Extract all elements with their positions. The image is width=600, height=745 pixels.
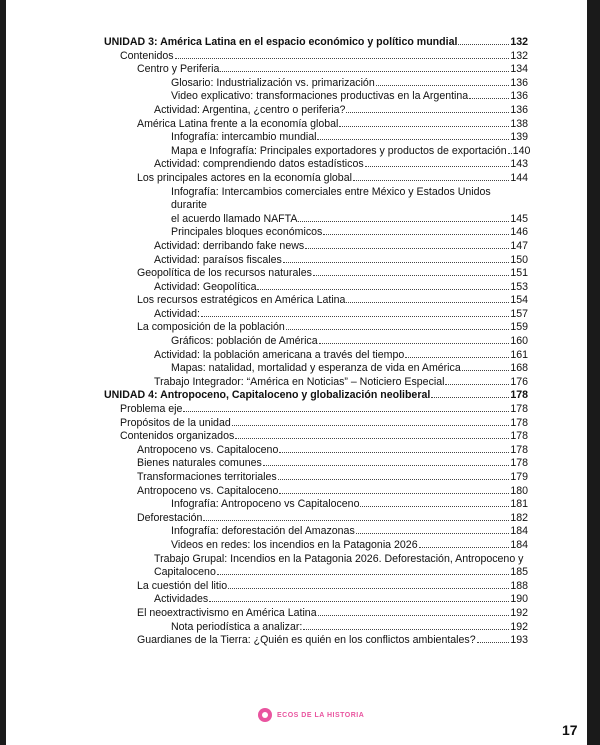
toc-entry-title: La cuestión del litio (137, 579, 228, 592)
toc-page-number: 139 (510, 131, 528, 144)
toc-entry-title: Centro y Periferia (137, 63, 220, 76)
toc-page-number: 181 (510, 498, 528, 511)
dot-leader (235, 438, 509, 439)
toc-page-number: 154 (510, 294, 528, 307)
toc-entry-title: Videos en redes: los incendios en la Patagonia 2026 (171, 538, 418, 551)
toc-page-number: 136 (510, 90, 528, 103)
toc-entry (104, 240, 528, 254)
toc-entry (104, 158, 528, 172)
dot-leader (203, 520, 509, 521)
page-number: 17 (562, 722, 578, 738)
toc-entry (104, 144, 531, 159)
toc-entry (104, 349, 528, 363)
dot-leader (319, 343, 510, 344)
dot-leader (317, 139, 509, 140)
toc-entry-title: Bienes naturales comunes (137, 457, 262, 470)
toc-page-number: 178 (510, 430, 528, 443)
toc-entry-title: Glosario: Industrialización vs. primarización (171, 76, 375, 89)
toc-page-number: 157 (510, 307, 528, 320)
toc-page-number: 134 (510, 63, 528, 76)
toc-entry (104, 131, 528, 145)
toc-entry (104, 362, 528, 376)
toc-entry (104, 90, 528, 104)
toc-entry-title: Actividad: Geopolítica (154, 280, 257, 293)
toc-page-number: 153 (510, 280, 528, 293)
toc-entry (104, 308, 528, 322)
toc-entry-title: Actividad: derribando fake news (154, 239, 305, 252)
toc-entry-title: Actividad: paraísos fiscales (154, 253, 282, 266)
dot-leader (462, 370, 510, 371)
toc-entry-title: Contenidos (120, 49, 174, 62)
toc-entry (104, 376, 528, 390)
toc-page-number: 143 (510, 158, 528, 171)
dot-leader (303, 629, 509, 630)
toc-page-number: 188 (510, 579, 528, 592)
dot-leader (469, 98, 509, 99)
toc-entry (104, 226, 528, 240)
dot-leader (376, 85, 510, 86)
dot-leader (339, 126, 509, 127)
toc-entry (104, 321, 528, 335)
toc-page-number: 178 (510, 403, 528, 416)
toc-entry (104, 281, 528, 295)
toc-entry-title: Actividades (154, 593, 209, 606)
toc-entry (104, 498, 528, 512)
toc-entry (104, 172, 528, 186)
dot-leader (183, 411, 509, 412)
toc-page-number: 184 (510, 525, 528, 538)
dot-leader (232, 425, 510, 426)
toc-entry-title: Nota periodística a analizar: (171, 620, 303, 633)
toc-entry-title: Deforestación (137, 511, 203, 524)
toc-page-number: 176 (510, 375, 528, 388)
logo-circle-icon (258, 708, 272, 722)
toc-entry (104, 267, 528, 281)
toc-entry (104, 471, 528, 485)
toc-page-number: 168 (510, 362, 528, 375)
dot-leader (318, 615, 510, 616)
toc-page-number: 178 (510, 416, 528, 429)
toc-entry-title: Problema eje (120, 403, 183, 416)
logo-text: ECOS DE LA HISTORIA (277, 711, 365, 719)
toc-entry-title-continued: Capitaloceno (154, 566, 216, 579)
toc-page-number: 138 (510, 117, 528, 130)
table-of-contents (104, 36, 531, 648)
toc-entry (104, 118, 528, 132)
toc-entry (104, 254, 528, 268)
toc-entry-title: Infografía: intercambio mundial (171, 131, 317, 144)
dot-leader (405, 357, 509, 358)
toc-page-number: 184 (510, 538, 528, 551)
toc-entry-title: Gráficos: población de América (171, 335, 318, 348)
dot-leader (305, 248, 509, 249)
toc-entry-title: Infografía: Antropoceno vs Capitaloceno (171, 498, 360, 511)
toc-page-number: 178 (510, 457, 528, 470)
toc-entry-title: Los recursos estratégicos en América Latina (137, 294, 346, 307)
toc-page-number: 192 (510, 620, 528, 633)
document-page (6, 0, 587, 745)
dot-leader (228, 588, 509, 589)
toc-entry-title: Mapa e Infografía: Principales exportadores y productos de exportación (171, 144, 507, 157)
toc-entry-title: UNIDAD 3: América Latina en el espacio económico y político mundial (104, 36, 458, 48)
toc-page-number: 145 (510, 212, 528, 225)
toc-entry (104, 580, 528, 594)
toc-entry-title: Trabajo Integrador: “América en Noticias” – Noticiero Especial (154, 375, 445, 388)
dot-leader (220, 71, 509, 72)
toc-entry-title: Actividad: (154, 307, 200, 320)
dot-leader (365, 166, 510, 167)
dot-leader (445, 384, 509, 385)
toc-unit-heading (104, 389, 528, 403)
toc-entry-title: Antropoceno vs. Capitaloceno (137, 443, 279, 456)
toc-entry-title: Infografía: deforestación del Amazonas (171, 525, 355, 538)
dot-leader (278, 479, 510, 480)
toc-entry (104, 607, 528, 621)
toc-page-number: 147 (510, 239, 528, 252)
toc-entry-title: UNIDAD 4: Antropoceno, Capitaloceno y globalización neoliberal (104, 389, 431, 402)
toc-entry-title: Video explicativo: transformaciones productivas en la Argentina (171, 90, 469, 103)
toc-entry (104, 50, 528, 64)
toc-entry (104, 485, 528, 499)
toc-page-number: 178 (510, 443, 528, 456)
toc-entry-title: Guardianes de la Tierra: ¿Quién es quién en los conflictos ambientales? (137, 634, 476, 647)
dot-leader (286, 329, 509, 330)
toc-page-number: 140 (512, 144, 531, 157)
toc-entry-title: Transformaciones territoriales (137, 471, 277, 483)
toc-entry-title: América Latina frente a la economía global (137, 117, 339, 130)
toc-entry (104, 294, 528, 308)
dot-leader (201, 316, 509, 317)
toc-page-number: 179 (510, 471, 528, 483)
footer-logo (258, 708, 364, 722)
toc-entry (104, 512, 528, 526)
toc-entry (104, 553, 528, 580)
toc-page-number: 160 (510, 335, 528, 348)
toc-entry-title: El neoextractivismo en América Latina (137, 606, 317, 619)
dot-leader (263, 465, 509, 466)
dot-leader (346, 112, 509, 113)
toc-entry-title-continued: el acuerdo llamado NAFTA (171, 212, 298, 225)
toc-entry-title: Propósitos de la unidad (120, 416, 231, 429)
toc-entry (104, 525, 528, 539)
toc-page-number: 161 (510, 348, 528, 361)
dot-leader (356, 533, 510, 534)
dot-leader (346, 302, 509, 303)
toc-entry (104, 417, 528, 431)
dot-leader (175, 58, 510, 59)
dot-leader (279, 452, 509, 453)
toc-page-number: 144 (510, 171, 528, 184)
toc-entry-title: Geopolítica de los recursos naturales (137, 267, 312, 280)
toc-entry (104, 444, 528, 458)
dot-leader (283, 262, 510, 263)
toc-page-number: 159 (510, 321, 528, 334)
toc-page-number: 146 (510, 226, 528, 239)
toc-entry (104, 430, 528, 444)
dot-leader (353, 180, 509, 181)
dot-leader (323, 234, 509, 235)
toc-entry-title: Contenidos organizados (120, 430, 235, 443)
toc-entry (104, 77, 528, 91)
toc-page-number: 132 (510, 36, 528, 48)
dot-leader (431, 397, 509, 398)
dot-leader (508, 153, 512, 154)
dot-leader (360, 506, 509, 507)
toc-page-number: 190 (510, 593, 528, 606)
toc-entry-title: Infografía: Intercambios comerciales entre México y Estados Unidos durarite (171, 185, 491, 212)
toc-entry-title: Actividad: la población americana a través del tiempo (154, 348, 405, 361)
toc-page-number: 136 (510, 76, 528, 89)
toc-unit-heading (104, 36, 528, 50)
toc-page-number: 193 (510, 634, 528, 647)
toc-entry (104, 335, 528, 349)
toc-entry-title: Principales bloques económicos (171, 226, 323, 239)
dot-leader (419, 547, 510, 548)
toc-page-number: 151 (510, 267, 528, 280)
toc-page-number: 192 (510, 606, 528, 619)
dot-leader (257, 289, 509, 290)
toc-page-number: 185 (510, 566, 528, 579)
toc-entry (104, 457, 528, 471)
toc-page-number: 178 (510, 389, 528, 402)
toc-page-number: 132 (510, 49, 528, 62)
toc-entry (104, 634, 528, 648)
toc-entry (104, 621, 528, 635)
toc-entry-title: Trabajo Grupal: Incendios en la Patagonia 2026. Deforestación, Antropoceno y (154, 552, 524, 565)
toc-entry (104, 539, 528, 553)
toc-page-number: 182 (510, 511, 528, 524)
dot-leader (209, 601, 509, 602)
dot-leader (313, 275, 509, 276)
toc-page-number: 136 (510, 103, 528, 116)
toc-entry (104, 403, 528, 417)
toc-entry-title: La composición de la población (137, 321, 285, 334)
toc-entry (104, 593, 528, 607)
dot-leader (279, 493, 509, 494)
toc-entry-title: Actividad: comprendiendo datos estadísticos (154, 158, 364, 171)
toc-entry-title: Antropoceno vs. Capitaloceno (137, 484, 279, 497)
toc-entry-title: Actividad: Argentina, ¿centro o periferia? (154, 103, 346, 116)
toc-entry (104, 63, 528, 77)
toc-entry (104, 104, 528, 118)
dot-leader (477, 642, 510, 643)
dot-leader (298, 221, 509, 222)
toc-entry (104, 186, 528, 227)
dot-leader (217, 574, 509, 575)
toc-page-number: 150 (510, 253, 528, 266)
toc-entry-title: Los principales actores en la economía global (137, 171, 352, 184)
dot-leader (458, 44, 509, 45)
toc-page-number: 180 (510, 484, 528, 497)
toc-entry-title: Mapas: natalidad, mortalidad y esperanza de vida en América (171, 362, 461, 375)
